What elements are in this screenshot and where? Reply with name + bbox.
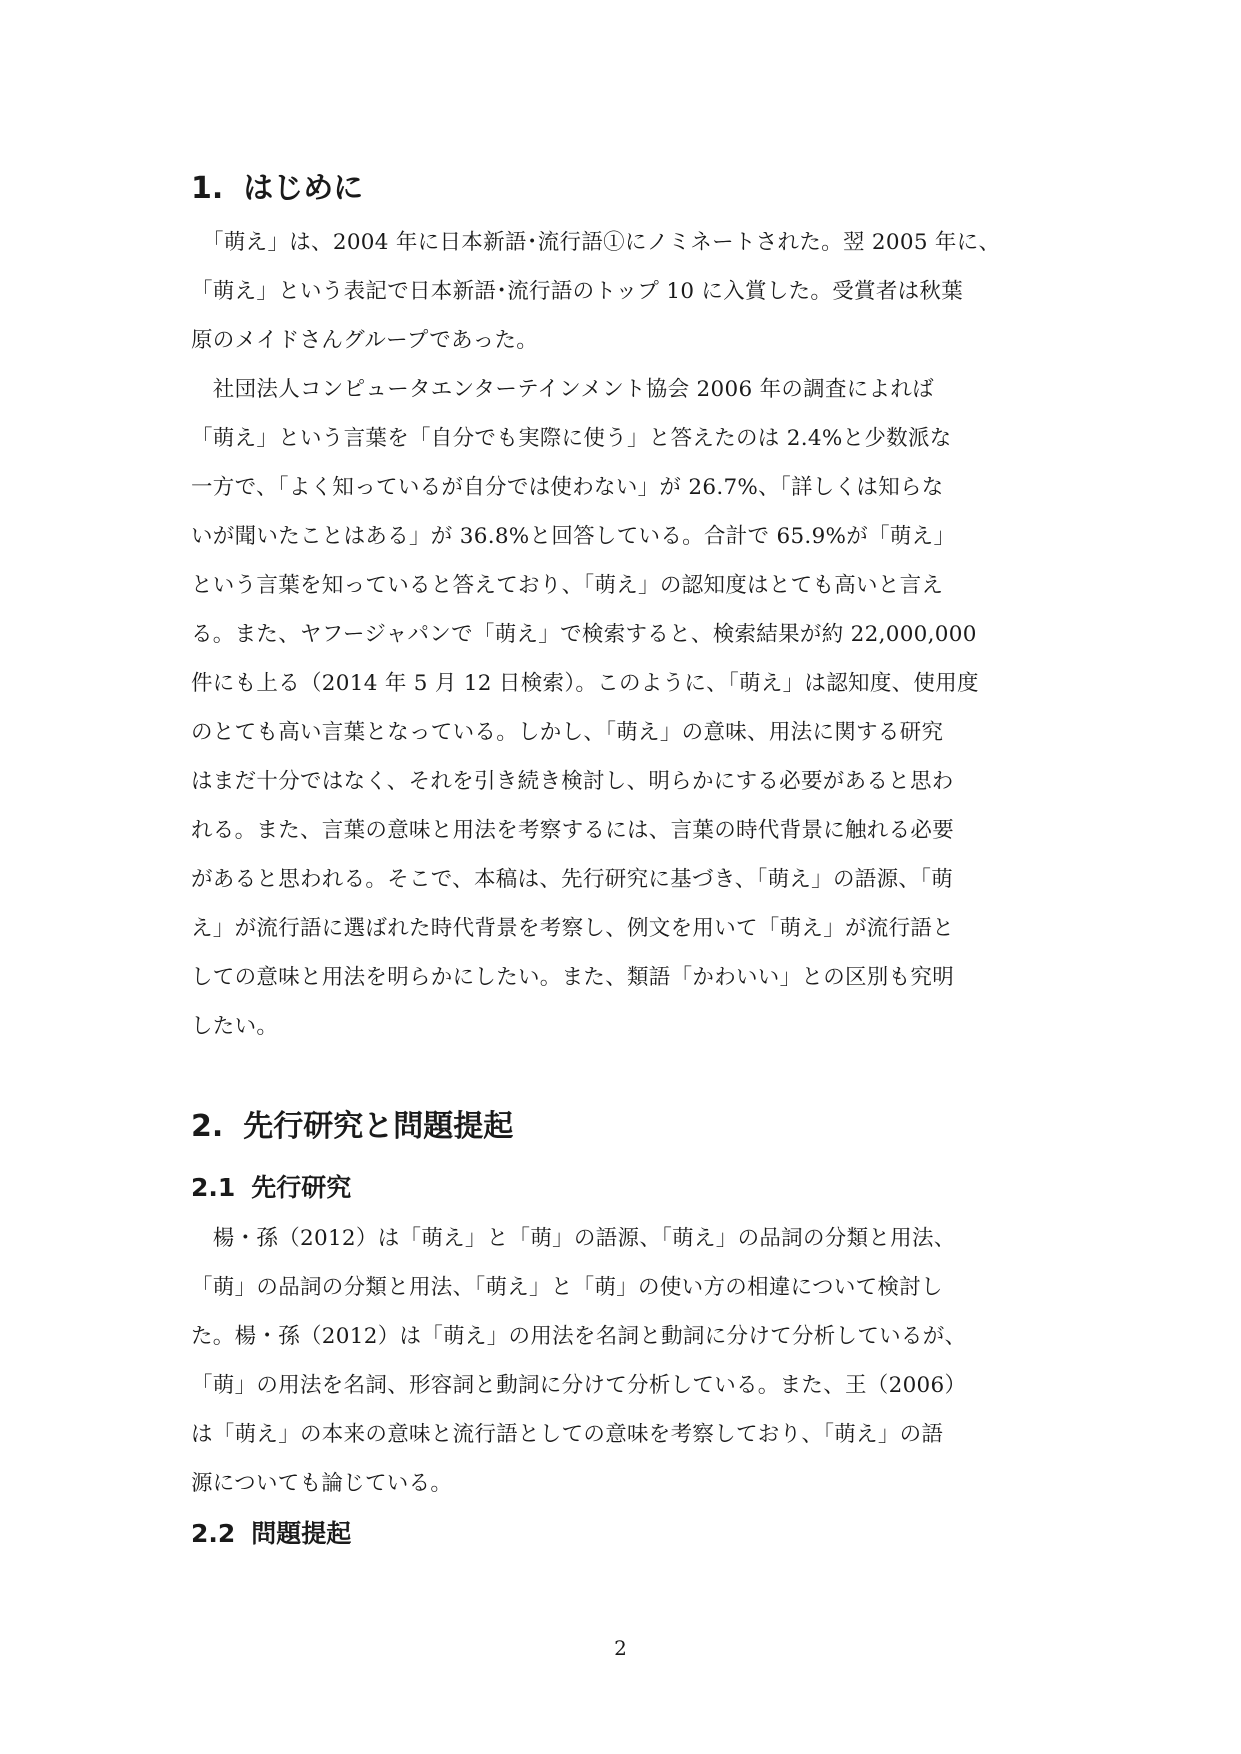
text-line: れる。また、言葉の意味と用法を考察するには、言葉の時代背景に触れる必要 — [191, 818, 955, 843]
text-line: 「萌え」という言葉を「自分でも実際に使う」と答えたのは 2.4%と少数派な — [191, 426, 952, 451]
text-line: 原のメイドさんグループであった。 — [191, 328, 539, 353]
text-line: のとても高い言葉となっている。しかし、「萌え」の意味、用法に関する研究 — [191, 720, 944, 745]
text-line: る。また、ヤフージャパンで「萌え」で検索すると、検索結果が約 22,000,000 — [191, 622, 977, 647]
section-number: 1. — [191, 171, 224, 206]
text-line: 一方で、「よく知っているが自分では使わない」が 26.7%、「詳しくは知らな — [191, 475, 944, 500]
text-line: いが聞いたことはある」が 36.8%と回答している。合計で 65.9%が「萌え」 — [191, 524, 956, 549]
section-number: 2. — [191, 1109, 224, 1144]
paragraph — [191, 365, 1061, 1051]
page-content — [191, 160, 1061, 1560]
text-line: 「萌」の用法を名詞、形容詞と動詞に分けて分析している。また、王（2006） — [191, 1373, 967, 1398]
section-1-heading — [191, 160, 1061, 218]
subsection-2-2-heading — [191, 1508, 1061, 1560]
section-title: はじめに — [243, 171, 364, 206]
text-line: はまだ十分ではなく、それを引き続き検討し、明らかにする必要があると思わ — [191, 769, 954, 794]
text-line: があると思われる。そこで、本稿は、先行研究に基づき、「萌え」の語源、「萌 — [191, 867, 954, 892]
text-line: え」が流行語に選ばれた時代背景を考察し、例文を用いて「萌え」が流行語と — [191, 916, 955, 941]
text-line: 「萌え」は、2004 年に日本新語･流行語①にノミネートされた。翌 2005 年に、 — [191, 230, 1001, 255]
text-line: という言葉を知っていると答えており、「萌え」の認知度はとても高いと言え — [191, 573, 944, 598]
paragraph — [191, 1214, 1061, 1508]
text-line: しての意味と用法を明らかにしたい。また、類語「かわいい」との区別も究明 — [191, 965, 955, 990]
paragraph — [191, 218, 1061, 365]
text-line: 「萌」の品詞の分類と用法、「萌え」と「萌」の使い方の相違について検討し — [191, 1275, 943, 1300]
text-line: た。楊・孫（2012）は「萌え」の用法を名詞と動詞に分けて分析しているが、 — [191, 1324, 967, 1349]
subsection-number: 2.1 — [191, 1173, 236, 1202]
section-2-heading — [191, 1098, 1061, 1156]
text-line: 社団法人コンピュータエンターテインメント協会 2006 年の調査によれば — [191, 377, 934, 402]
subsection-number: 2.2 — [191, 1519, 236, 1548]
page-number: 2 — [614, 1636, 627, 1660]
text-line: 「萌え」という表記で日本新語･流行語のトップ 10 に入賞した。受賞者は秋葉 — [191, 279, 964, 304]
text-line: 楊・孫（2012）は「萌え」と「萌」の語源、「萌え」の品詞の分類と用法、 — [191, 1226, 956, 1251]
text-line: は「萌え」の本来の意味と流行語としての意味を考察しており、「萌え」の語 — [191, 1422, 944, 1447]
text-line: したい。 — [191, 1014, 279, 1039]
text-line: 件にも上る（2014 年 5 月 12 日検索）。このように、「萌え」は認知度、使用度 — [191, 671, 979, 696]
subsection-title: 先行研究 — [251, 1173, 352, 1202]
subsection-2-1-heading — [191, 1162, 1061, 1214]
subsection-title: 問題提起 — [251, 1519, 352, 1548]
text-line: 源についても論じている。 — [191, 1471, 453, 1496]
section-title: 先行研究と問題提起 — [243, 1109, 514, 1144]
